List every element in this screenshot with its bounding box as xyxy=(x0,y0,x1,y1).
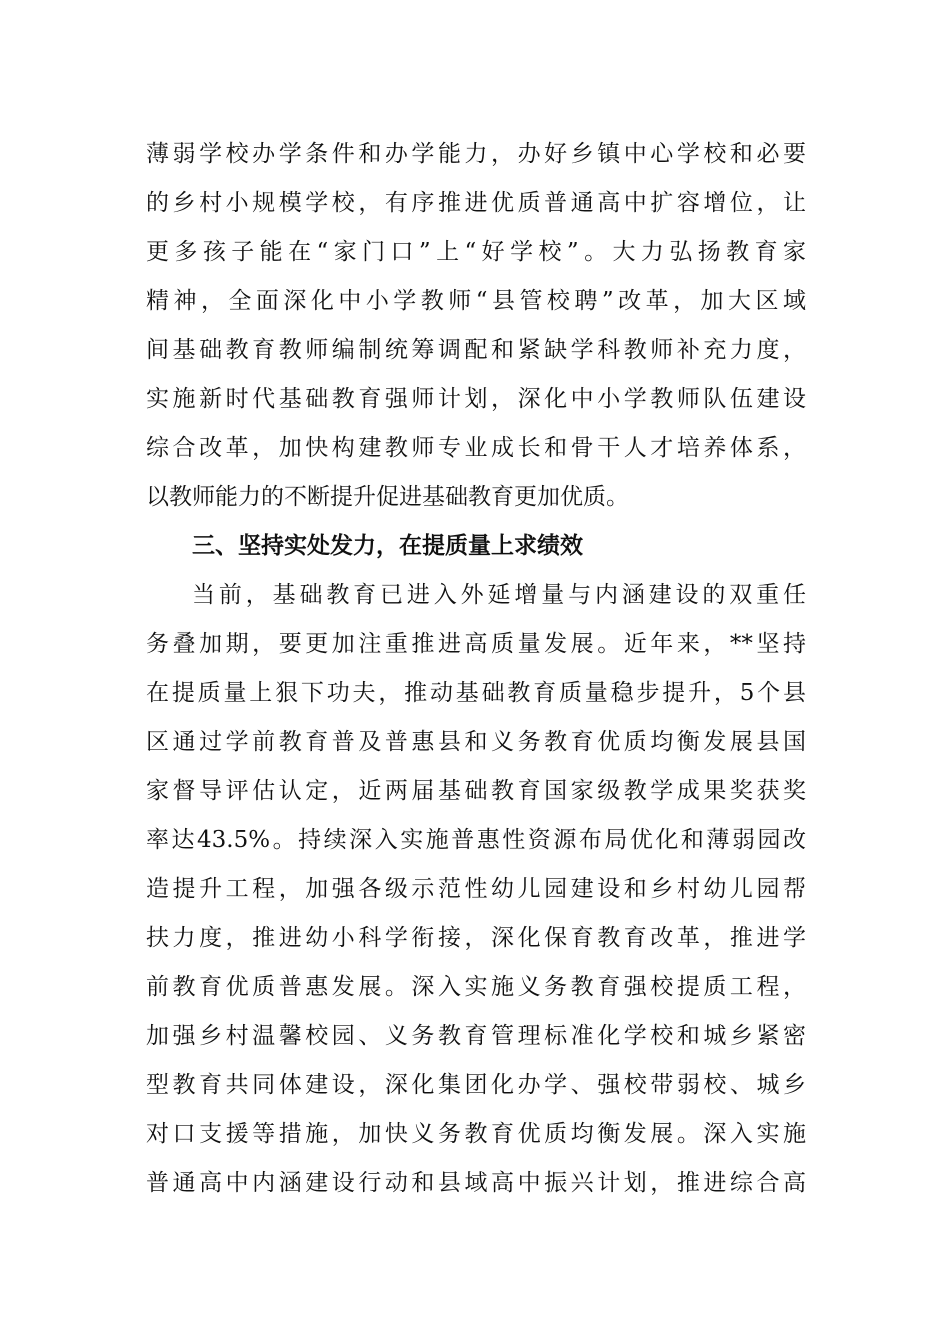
paragraph-line: 在提质量上狠下功夫，推动基础教育质量稳步提升，5个县 xyxy=(146,680,806,706)
paragraph-line: 扶力度，推进幼小科学衔接，深化保育教育改革，推进学 xyxy=(146,925,806,951)
paragraph-line: 型教育共同体建设，深化集团化办学、强校带弱校、城乡 xyxy=(146,1072,806,1098)
paragraph-line: 薄弱学校办学条件和办学能力，办好乡镇中心学校和必要 xyxy=(146,141,806,167)
paragraph-line: 对口支援等措施，加快义务教育优质均衡发展。深入实施 xyxy=(146,1121,806,1147)
paragraph-line: 区通过学前教育普及普惠县和义务教育优质均衡发展县国 xyxy=(146,729,806,755)
paragraph-line: 综合改革，加快构建教师专业成长和骨干人才培养体系， xyxy=(146,435,806,461)
paragraph-line: 造提升工程，加强各级示范性幼儿园建设和乡村幼儿园帮 xyxy=(146,876,806,902)
paragraph-line: 加强乡村温馨校园、义务教育管理标准化学校和城乡紧密 xyxy=(146,1023,806,1049)
paragraph-line: 精神，全面深化中小学教师“县管校聘”改革，加大区域 xyxy=(146,288,806,314)
paragraph-line: 普通高中内涵建设行动和县域高中振兴计划，推进综合高 xyxy=(146,1170,806,1196)
paragraph-line: 更多孩子能在“家门口”上“好学校”。大力弘扬教育家 xyxy=(146,239,806,265)
paragraph-line: 间基础教育教师编制统筹调配和紧缺学科教师补充力度， xyxy=(146,337,806,363)
paragraph-line: 的乡村小规模学校，有序推进优质普通高中扩容增位，让 xyxy=(146,190,806,216)
paragraph-line: 当前，基础教育已进入外延增量与内涵建设的双重任 xyxy=(192,582,806,608)
paragraph-line: 家督导评估认定，近两届基础教育国家级教学成果奖获奖 xyxy=(146,778,806,804)
section-heading: 三、坚持实处发力，在提质量上求绩效 xyxy=(192,533,583,559)
paragraph-line: 务叠加期，要更加注重推进高质量发展。近年来，**坚持 xyxy=(146,631,806,657)
document-body xyxy=(146,130,806,1208)
paragraph-line: 率达43.5%。持续深入实施普惠性资源布局优化和薄弱园改 xyxy=(146,827,806,853)
paragraph-line: 前教育优质普惠发展。深入实施义务教育强校提质工程， xyxy=(146,974,806,1000)
paragraph-line: 以教师能力的不断提升促进基础教育更加优质。 xyxy=(146,484,629,510)
paragraph-line: 实施新时代基础教育强师计划，深化中小学教师队伍建设 xyxy=(146,386,806,412)
